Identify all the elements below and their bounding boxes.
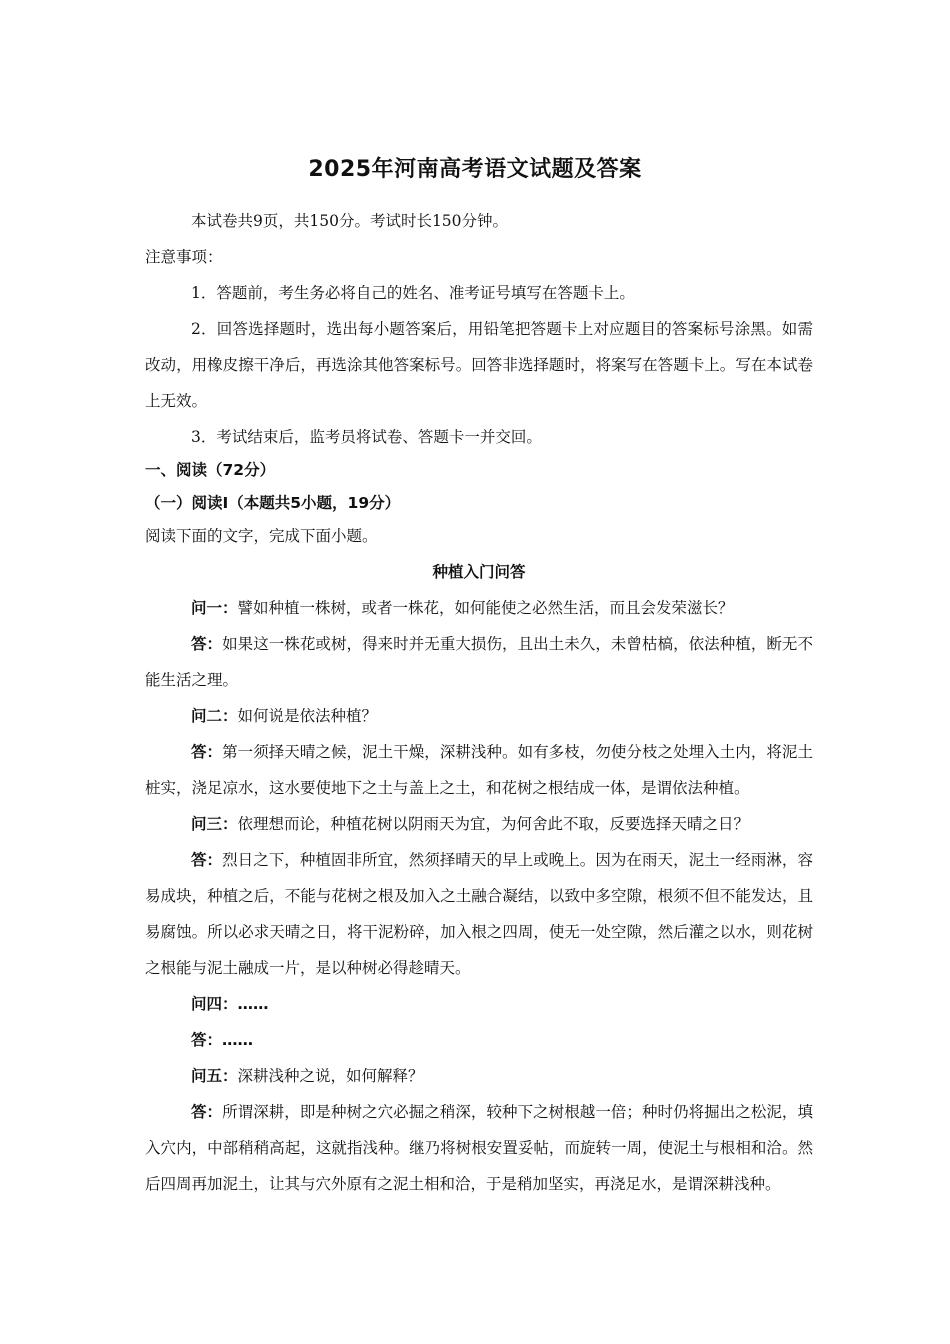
qa-label: 答： (191, 1103, 223, 1121)
qa-text: 如果这一株花或树，得来时并无重大损伤，且出土未久，未曾枯槁，依法种植，断无不能生活之理。 (145, 635, 813, 689)
qa-item (145, 1094, 813, 1202)
qa-label: 答： (191, 851, 223, 869)
qa-label: 答： (191, 1031, 223, 1049)
qa-label: 问二： (191, 707, 238, 725)
subsection-heading: （一）阅读Ⅰ（本题共5小题，19分） (145, 494, 401, 512)
qa-item (145, 842, 813, 986)
qa-label: 问五： (191, 1067, 238, 1085)
qa-item (145, 806, 813, 842)
qa-text: …… (222, 1031, 254, 1049)
qa-text: 第一须择天晴之候，泥土干燥，深耕浅种。如有多枝，勿使分枝之处埋入土内，将泥土桩实，浇足凉水，这水要使地下之土与盖上之土，和花树之根结成一体，是谓依法种植。 (145, 743, 813, 797)
qa-item (145, 1022, 813, 1058)
notes-heading: 注意事项： (145, 248, 223, 266)
page-title: 2025年河南高考语文试题及答案 (308, 157, 642, 182)
qa-text: …… (237, 995, 269, 1013)
qa-text: 烈日之下，种植固非所宜，然须择晴天的早上或晚上。因为在雨天，泥土一经雨淋，容易成块，种植之后，不能与花树之根及加入之土融合凝结，以致中多空隙，根须不但不能发达，且易腐蚀。所以必求天晴之日，将干泥粉碎，加入根之四周，使无一处空隙，然后灌之以水，则花树之根能与泥土融成一片，是以种树必得趁晴天。 (145, 851, 813, 977)
note-3: 3．考试结束后，监考员将试卷、答题卡一并交回。 (191, 428, 542, 446)
qa-label: 答： (191, 635, 223, 653)
reading-instruction: 阅读下面的文字，完成下面小题。 (145, 527, 378, 545)
qa-item (145, 986, 813, 1022)
qa-text: 依理想而论，种植花树以阴雨天为宜，为何舍此不取，反要选择天晴之日？ (237, 815, 750, 833)
qa-label: 问三： (191, 815, 238, 833)
section-heading: 一、阅读（72分） (145, 461, 276, 479)
note-1: 1．答题前，考生务必将自己的姓名、准考证号填写在答题卡上。 (191, 284, 635, 302)
qa-text: 所谓深耕，即是种树之穴必掘之稍深，较种下之树根越一倍；种时仍将掘出之松泥，填入穴内，中部稍稍高起，这就指浅种。继乃将树根安置妥帖，而旋转一周，使泥土与根相和洽。然后四周再加泥土，让其与穴外原有之泥土相和洽，于是稍加坚实，再浇足水，是谓深耕浅种。 (145, 1103, 813, 1193)
qa-item (145, 626, 813, 698)
qa-item (145, 734, 813, 806)
qa-label: 问一： (191, 599, 238, 617)
qa-text: 深耕浅种之说，如何解释？ (237, 1067, 424, 1085)
intro-text: 本试卷共9页，共150分。考试时长150分钟。 (191, 212, 509, 230)
qa-text: 譬如种植一株树，或者一株花，如何能使之必然生活，而且会发荣滋长？ (237, 599, 734, 617)
qa-label: 问四： (191, 995, 238, 1013)
qa-item (145, 1058, 813, 1094)
passage-title: 种植入门问答 (432, 563, 526, 581)
qa-item (145, 590, 813, 626)
qa-item (145, 698, 813, 734)
qa-label: 答： (191, 743, 223, 761)
note-2: 2．回答选择题时，选出每小题答案后，用铅笔把答题卡上对应题目的答案标号涂黑。如需改动，用橡皮擦干净后，再选涂其他答案标号。回答非选择题时，将案写在答题卡上。写在本试卷上无效。 (145, 320, 813, 410)
qa-text: 如何说是依法种植？ (237, 707, 378, 725)
